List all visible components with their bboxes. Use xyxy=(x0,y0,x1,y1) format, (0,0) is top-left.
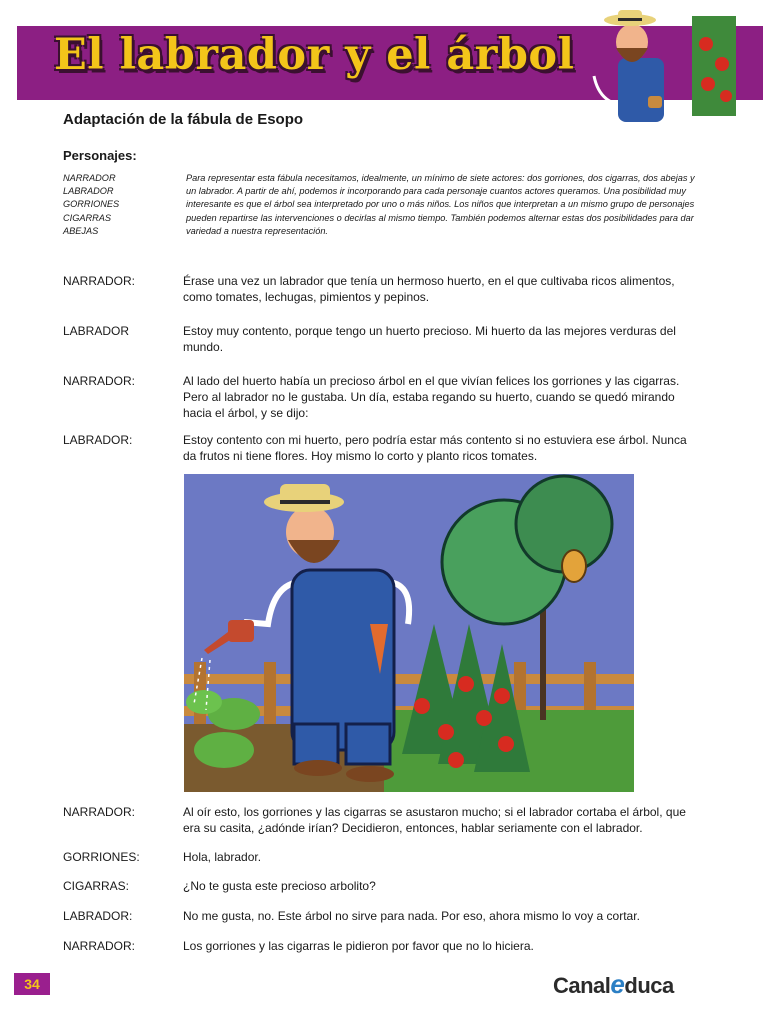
farmer-garden-illustration xyxy=(184,474,634,792)
speaker-label: GORRIONES: xyxy=(63,850,140,864)
speaker-label: NARRADOR: xyxy=(63,805,136,819)
page-title: El labrador y el árbol xyxy=(54,30,575,80)
speaker-label: CIGARRAS: xyxy=(63,879,130,893)
speaker-label: NARRADOR: xyxy=(63,939,136,953)
brand-prefix: Canal xyxy=(553,973,611,998)
speaker-label: NARRADOR: xyxy=(63,274,136,288)
speech-text: Hola, labrador. xyxy=(183,850,262,864)
cast-list xyxy=(63,172,119,238)
brand-suffix: duca xyxy=(624,973,674,998)
speaker-label: LABRADOR xyxy=(63,324,130,338)
cast-item: GORRIONES xyxy=(63,199,120,210)
cast-item: LABRADOR xyxy=(63,186,114,197)
brand-e-letter: e xyxy=(610,969,625,999)
speaker-label: LABRADOR: xyxy=(63,433,133,447)
speech-text: Érase una vez un labrador que tenía un hermoso huerto, en el que cultivaba ricos alimentos, como tomates, lechugas, pimientos y pepinos. xyxy=(183,274,675,304)
speech-text: ¿No te gusta este precioso arbolito? xyxy=(183,879,376,893)
speaker-label: NARRADOR: xyxy=(63,374,136,388)
speaker-label: LABRADOR: xyxy=(63,909,133,923)
brand-logo xyxy=(553,969,674,1000)
farmer-illustration-small xyxy=(590,6,740,131)
cast-item: CIGARRAS xyxy=(63,212,111,223)
speech-text: Al lado del huerto había un precioso árbol en el que vivían felices los gorriones y las cigarras. Pero al labrador no le gustaba. Un día, estaba regando su huerto, cuando se quedó mirando hacia el árbol, y se dijo: xyxy=(183,374,680,420)
speech-text: Los gorriones y las cigarras le pidieron por favor que no lo hiciera. xyxy=(183,939,534,953)
speech-text: No me gusta, no. Este árbol no sirve para nada. Por eso, ahora mismo lo voy a cortar. xyxy=(183,909,640,923)
cast-note: Para representar esta fábula necesitamos, idealmente, un mínimo de siete actores: dos gorriones, dos cigarras, dos abejas y un labrador. A partir de ahí, podemos ir incorporando para cada personaje cuantos actores queramos. Una posibilidad muy interesante es que el árbol sea interpretado por uno o más niños. Los niños que interpretan a un mismo grupo de personajes pueden repartirse las intervenciones o decirlas al mismo tiempo. También podemos alternar estas dos posibilidades para dar variedad a nuestra representación. xyxy=(186,173,695,236)
cast-item: NARRADOR xyxy=(63,173,116,183)
speech-text: Estoy contento con mi huerto, pero podría estar más contento si no estuviera ese árbol. Nunca da frutos ni tiene flores. Hoy mismo lo corto y planto ricos tomates. xyxy=(183,433,687,463)
speech-text: Estoy muy contento, porque tengo un huerto precioso. Mi huerto da las mejores verduras del mundo. xyxy=(183,324,676,354)
subtitle: Adaptación de la fábula de Esopo xyxy=(63,111,304,128)
cast-heading: Personajes: xyxy=(63,148,137,163)
cast-item: ABEJAS xyxy=(63,225,99,236)
speech-text: Al oír esto, los gorriones y las cigarras se asustaron mucho; si el labrador cortaba el árbol, que era su casita, ¿adónde irían? Decidieron, entonces, hablar seriamente con el labrador. xyxy=(183,805,686,835)
page-number: 34 xyxy=(14,973,50,995)
